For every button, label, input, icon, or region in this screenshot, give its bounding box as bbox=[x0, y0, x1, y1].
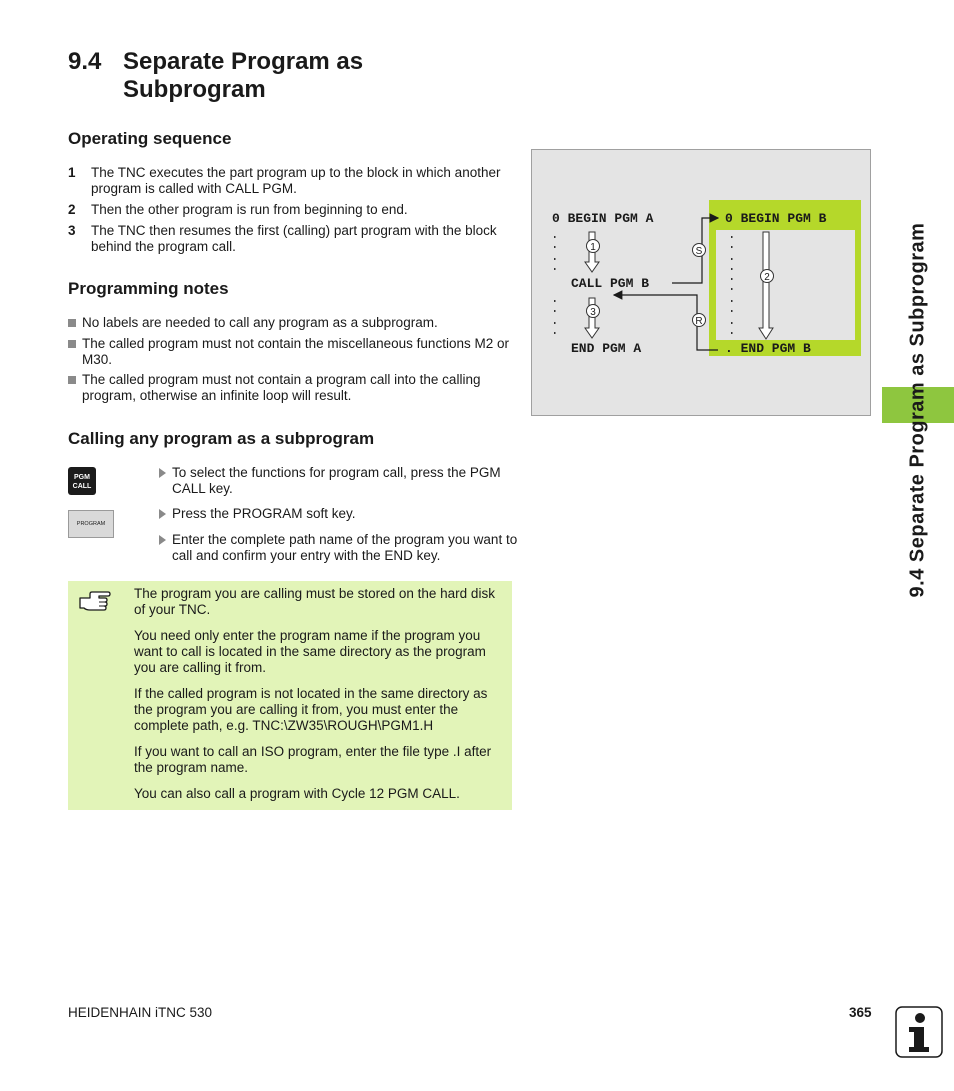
bullet-square-icon bbox=[68, 319, 76, 327]
pgm-b-begin: 0 BEGIN PGM B bbox=[725, 211, 827, 226]
note-item-text: The called program must not contain the miscellaneous functions M2 or M30. bbox=[82, 336, 509, 367]
step-3 bbox=[68, 223, 508, 255]
title-line-2: Subprogram bbox=[123, 76, 266, 103]
instruction-text: To select the functions for program call, press the PGM CALL key. bbox=[172, 465, 501, 496]
note-item-text: The called program must not contain a program call into the calling program, otherwise an infinite loop will result. bbox=[82, 372, 481, 403]
pointing-hand-icon bbox=[78, 589, 112, 615]
pgm-a-end: END PGM A bbox=[571, 341, 642, 356]
instruction-text: Press the PROGRAM soft key. bbox=[172, 506, 356, 521]
pgm-a-begin: 0 BEGIN PGM A bbox=[552, 211, 654, 226]
instruction-text: Enter the complete path name of the program you want to call and confirm your entry with the END key. bbox=[172, 532, 518, 563]
side-tab-text: 9.4 Separate Program as Subprogram bbox=[906, 222, 929, 598]
marker-label: 2 bbox=[764, 272, 770, 283]
note-paragraph: The program you are calling must be stored on the hard disk of your TNC. bbox=[134, 586, 495, 617]
note-paragraph: If the called program is not located in the same directory as the program you are calling it from, you must enter the complete path, e.g. TNC:\ZW35\ROUGH\PGM1.H bbox=[134, 686, 488, 733]
step-number: 1 bbox=[68, 165, 76, 180]
instruction bbox=[159, 532, 519, 564]
instruction bbox=[159, 506, 519, 522]
pgm-call-key-icon bbox=[68, 467, 96, 495]
subprogram-call-diagram bbox=[531, 149, 871, 416]
softkey-label: PROGRAM bbox=[76, 521, 106, 527]
instruction bbox=[159, 465, 519, 497]
step-text: Then the other program is run from beginning to end. bbox=[91, 202, 408, 217]
section-number: 9.4 bbox=[68, 48, 102, 75]
pgm-b-end: . END PGM B bbox=[725, 341, 811, 356]
bullet-square-icon bbox=[68, 376, 76, 384]
pgm-b-body bbox=[716, 230, 855, 340]
programming-notes-heading: Programming notes bbox=[68, 279, 229, 298]
step-1 bbox=[68, 165, 508, 197]
diagram-graphic bbox=[532, 150, 870, 415]
key-label: PGM bbox=[74, 474, 90, 481]
note-paragraph: You can also call a program with Cycle 12 PGM CALL. bbox=[134, 786, 460, 801]
operating-sequence-heading: Operating sequence bbox=[68, 129, 232, 148]
note-item bbox=[68, 336, 513, 368]
footer-text: HEIDENHAIN iTNC 530 bbox=[68, 1005, 213, 1020]
marker-label: S bbox=[695, 246, 703, 257]
note-paragraph: You need only enter the program name if the program you want to call is located in the same directory as the program you are calling it from. bbox=[134, 628, 486, 675]
note-item bbox=[68, 315, 513, 331]
program-softkey-icon bbox=[68, 510, 114, 538]
step-text: The TNC then resumes the first (calling) part program with the block behind the program call. bbox=[91, 223, 497, 254]
marker-label: R bbox=[695, 316, 703, 327]
marker-label: 1 bbox=[590, 242, 596, 253]
info-icon bbox=[895, 1006, 943, 1058]
page-number: 365 bbox=[849, 1005, 872, 1020]
pgm-a-call: CALL PGM B bbox=[571, 276, 650, 291]
step-text: The TNC executes the part program up to the block in which another program is called with CALL PGM. bbox=[91, 165, 501, 196]
step-2 bbox=[68, 202, 508, 218]
arrow-right-icon bbox=[159, 509, 166, 519]
note-item bbox=[68, 372, 513, 404]
step-number: 2 bbox=[68, 202, 76, 217]
calling-heading: Calling any program as a subprogram bbox=[68, 429, 375, 448]
bullet-square-icon bbox=[68, 340, 76, 348]
marker-label: 3 bbox=[590, 307, 596, 318]
title-line-1: Separate Program as bbox=[123, 48, 364, 75]
arrow-right-icon bbox=[159, 468, 166, 478]
arrow-right-icon bbox=[159, 535, 166, 545]
key-label: CALL bbox=[72, 483, 92, 490]
note-paragraph: If you want to call an ISO program, enter the file type .I after the program name. bbox=[134, 744, 492, 775]
arrow-down-icon bbox=[585, 298, 599, 338]
page-title bbox=[68, 48, 363, 104]
step-number: 3 bbox=[68, 223, 76, 238]
note-item-text: No labels are needed to call any program as a subprogram. bbox=[82, 315, 438, 330]
